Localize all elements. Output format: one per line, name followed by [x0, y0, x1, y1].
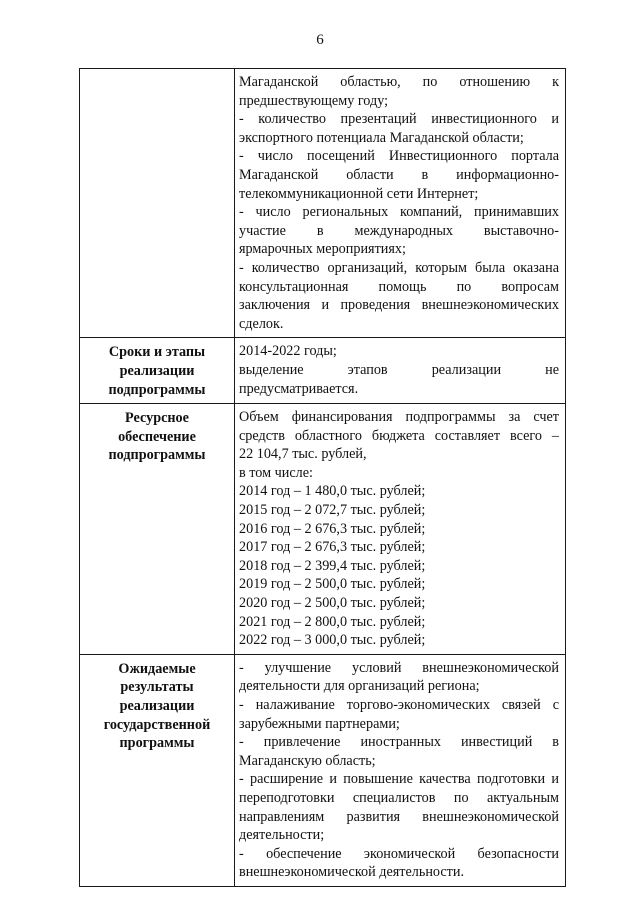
content-line: 2014-2022 годы;	[239, 343, 337, 360]
table-row-indicators-continued	[80, 69, 566, 338]
content-line: внешнеэкономической деятельности.	[239, 864, 464, 881]
content-line: - налаживание торгово-экономических связей с	[239, 697, 559, 713]
content-line: зарубежными партнерами;	[239, 715, 400, 732]
content-line: консультационная помощь по вопросам	[239, 278, 559, 295]
content-line: телекоммуникационной сети Интернет;	[239, 185, 479, 202]
row-label-line: Ожидаемые	[118, 660, 196, 677]
row-label-line: программы	[119, 735, 195, 752]
content-line: Магаданской областью, по отношению к	[239, 74, 559, 90]
subprogram-passport-table	[79, 68, 566, 887]
content-line: - количество презентаций инвестиционного и	[239, 111, 559, 128]
row-label-line: Сроки и этапы	[108, 344, 206, 361]
content-line: Магаданской области в информационно-	[239, 166, 559, 183]
content-line: 22 104,7 тыс. рублей,	[239, 446, 367, 463]
row-label-line: подпрограммы	[108, 381, 206, 398]
row-label-line: реализации	[119, 362, 195, 379]
row-label-line: Ресурсное	[125, 410, 189, 427]
content-line: 2020 год – 2 500,0 тыс. рублей;	[239, 595, 426, 612]
content-line: 2014 год – 1 480,0 тыс. рублей;	[239, 483, 426, 500]
content-line: средств областного бюджета составляет всего –	[239, 427, 559, 444]
content-line: заключения и проведения внешнеэкономических	[239, 297, 559, 314]
content-line: 2022 год – 3 000,0 тыс. рублей;	[239, 632, 426, 649]
row-content-cell	[235, 404, 566, 655]
content-line: - число региональных компаний, принимавших	[239, 204, 559, 221]
content-line: деятельности для организаций региона;	[239, 678, 480, 695]
content-line: - количество организаций, которым была оказана	[239, 259, 559, 276]
content-line: предшествующему году;	[239, 92, 389, 109]
content-line: 2016 год – 2 676,3 тыс. рублей;	[239, 520, 426, 537]
content-line: 2015 год – 2 072,7 тыс. рублей;	[239, 502, 426, 519]
content-line: предусматривается.	[239, 380, 359, 397]
content-line: - обеспечение экономической безопасности	[239, 845, 559, 862]
content-line: Объем финансирования подпрограммы за счет	[239, 409, 559, 426]
row-content-cell	[235, 338, 566, 404]
content-line: - привлечение иностранных инвестиций в	[239, 734, 559, 751]
table-row-resources	[80, 404, 566, 655]
row-content-cell	[235, 654, 566, 886]
content-line: экспортного потенциала Магаданской области;	[239, 129, 524, 146]
content-line: в том числе:	[239, 464, 313, 481]
row-content-cell	[235, 69, 566, 338]
table-row-timeline	[80, 338, 566, 404]
content-line: - число посещений Инвестиционного портала	[239, 148, 559, 165]
row-label-cell	[80, 69, 235, 338]
content-line: деятельности;	[239, 827, 325, 844]
content-line: 2021 год – 2 800,0 тыс. рублей;	[239, 613, 426, 630]
content-line: Магаданскую область;	[239, 752, 376, 769]
page-number: 6	[316, 32, 324, 48]
row-label-cell	[80, 654, 235, 886]
content-line: 2019 год – 2 500,0 тыс. рублей;	[239, 576, 426, 593]
content-line: переподготовки специалистов по актуальным	[239, 789, 559, 806]
content-line: 2017 год – 2 676,3 тыс. рублей;	[239, 539, 426, 556]
content-line: - улучшение условий внешнеэкономической	[239, 659, 559, 676]
row-label-line: результаты	[120, 679, 194, 696]
content-line: выделение этапов реализации не	[239, 361, 559, 378]
content-line: сделок.	[239, 315, 284, 332]
content-line: 2018 год – 2 399,4 тыс. рублей;	[239, 557, 426, 574]
row-label-cell	[80, 338, 235, 404]
content-line: ярмарочных мероприятиях;	[239, 241, 406, 258]
row-label-line: обеспечение	[118, 428, 196, 445]
row-label-line: государственной	[103, 716, 211, 733]
table-row-expected-results	[80, 654, 566, 886]
row-label-line: подпрограммы	[108, 447, 206, 464]
content-line: участие в международных выставочно-	[239, 222, 559, 239]
content-line: - расширение и повышение качества подготовки и	[239, 771, 559, 788]
row-label-cell	[80, 404, 235, 655]
content-line: направлениям развития внешнеэкономической	[239, 808, 559, 825]
row-label-line: реализации	[119, 698, 195, 714]
